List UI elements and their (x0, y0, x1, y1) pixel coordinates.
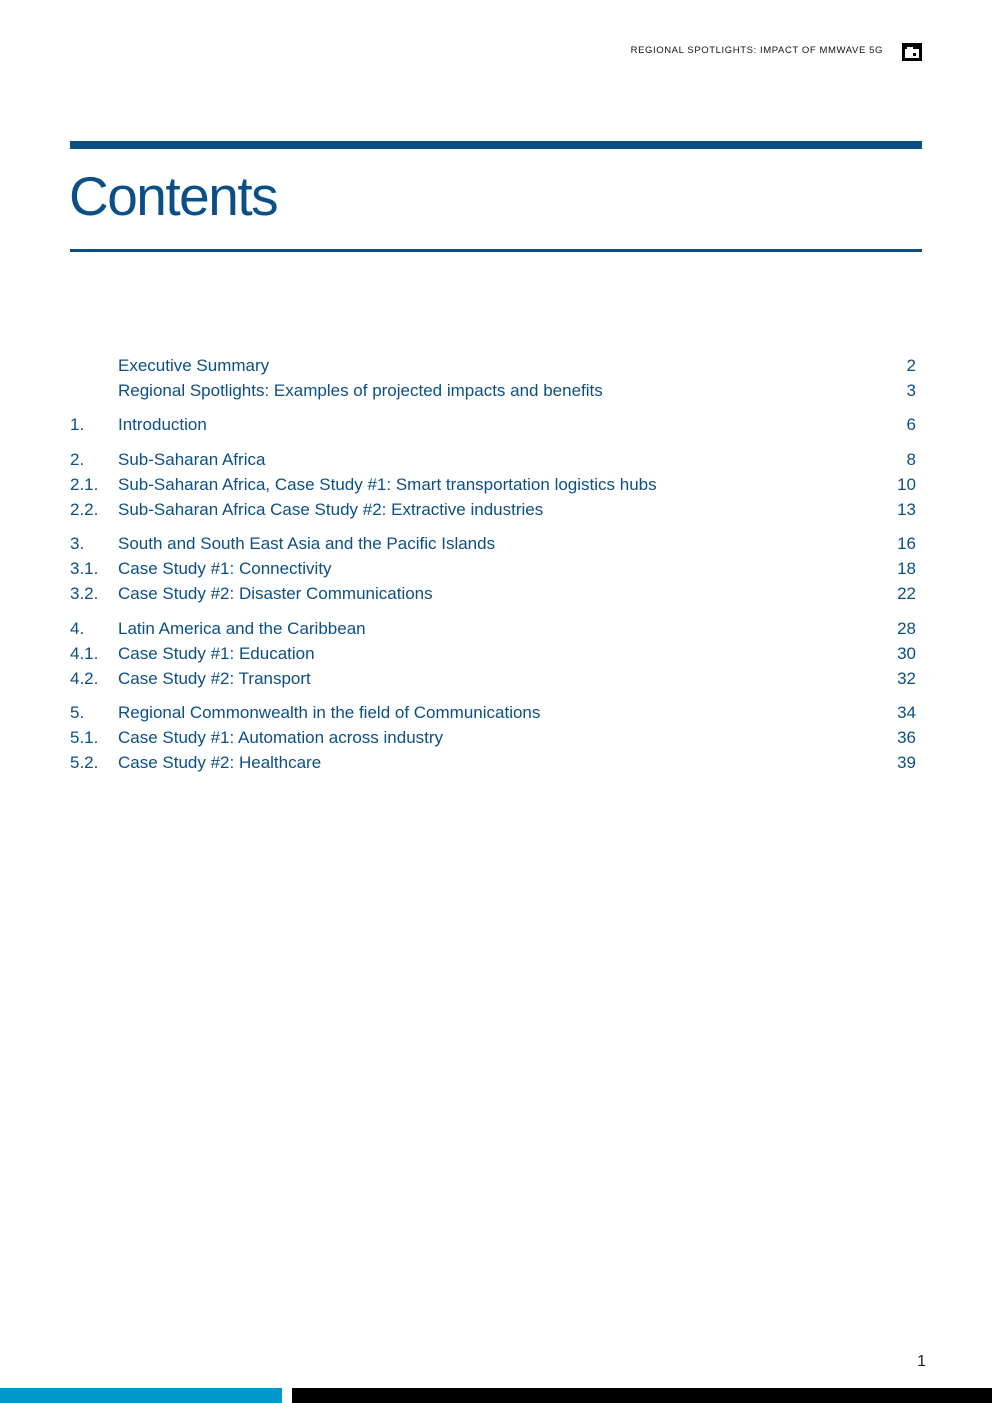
toc-entry-number: 5.2. (70, 753, 99, 772)
toc-entry-label: South and South East Asia and the Pacific Islands (118, 534, 496, 553)
toc-entry[interactable] (70, 449, 916, 471)
toc-entry-page: 3 (906, 381, 916, 400)
running-header: REGIONAL SPOTLIGHTS: IMPACT OF MMWAVE 5G (630, 45, 883, 56)
toc-entry-label: Sub-Saharan Africa, Case Study #1: Smart transportation logistics hubs (118, 475, 657, 494)
publisher-logo-icon (902, 43, 922, 61)
toc-entry-number: 3.2. (70, 584, 99, 603)
toc-entry-label: Executive Summary (118, 356, 270, 375)
toc-entry-page: 32 (897, 669, 916, 688)
toc-entry[interactable] (70, 752, 916, 774)
toc-entry-page: 39 (897, 753, 916, 772)
toc-entry-label: Regional Spotlights: Examples of projected impacts and benefits (118, 381, 603, 400)
toc-entry-number: 2.1. (70, 475, 99, 494)
toc-entry-number: 1. (70, 415, 85, 434)
toc-entry-page: 8 (906, 450, 916, 469)
page-title: Contents (69, 165, 278, 227)
title-top-rule (70, 141, 922, 149)
footer-dark-bar (292, 1388, 992, 1403)
toc-entry[interactable] (70, 380, 916, 402)
toc-entry[interactable] (70, 474, 916, 496)
toc-entry-number: 4.2. (70, 669, 99, 688)
toc-entry[interactable] (70, 643, 916, 665)
toc-entry-page: 28 (897, 619, 916, 638)
toc-entry-label: Introduction (118, 415, 207, 434)
toc-entry[interactable] (70, 533, 916, 555)
toc-entry-page: 36 (897, 728, 916, 747)
toc-entry[interactable] (70, 355, 916, 377)
toc-entry-page: 6 (906, 415, 916, 434)
toc-entry-page: 18 (897, 559, 916, 578)
toc-entry-page: 16 (897, 534, 916, 553)
toc-entry-page: 2 (906, 356, 916, 375)
toc-entry-number: 4. (70, 619, 85, 638)
toc-entry-number: 5. (70, 703, 85, 722)
toc-entry[interactable] (70, 727, 916, 749)
toc-entry-label: Case Study #1: Automation across industry (118, 728, 444, 747)
toc-entry-number: 2.2. (70, 500, 99, 519)
toc-entry-label: Case Study #2: Disaster Communications (118, 584, 433, 603)
toc-entry[interactable] (70, 499, 916, 521)
toc-entry-label: Case Study #1: Education (118, 644, 315, 663)
toc-entry-number: 4.1. (70, 644, 99, 663)
toc-entry[interactable] (70, 414, 916, 436)
toc-entry-page: 34 (897, 703, 916, 722)
toc-entry-label: Case Study #1: Connectivity (118, 559, 332, 578)
toc-entry-label: Regional Commonwealth in the field of Communications (118, 703, 541, 722)
toc-entry-number: 3. (70, 534, 85, 553)
toc-entry-label: Sub-Saharan Africa (118, 450, 266, 469)
toc-entry[interactable] (70, 668, 916, 690)
toc-entry-number: 2. (70, 450, 85, 469)
toc-entry[interactable] (70, 702, 916, 724)
toc-entry-page: 10 (897, 475, 916, 494)
toc-entry-page: 13 (897, 500, 916, 519)
toc-entry-page: 30 (897, 644, 916, 663)
toc-entry-page: 22 (897, 584, 916, 603)
toc-entry-label: Latin America and the Caribbean (118, 619, 366, 638)
toc-entry[interactable] (70, 558, 916, 580)
footer-accent-bar (0, 1388, 282, 1403)
toc-entry-number: 5.1. (70, 728, 99, 747)
toc-entry[interactable] (70, 583, 916, 605)
toc-entry-label: Case Study #2: Transport (118, 669, 311, 688)
page-number: 1 (917, 1353, 926, 1370)
toc-entry-label: Case Study #2: Healthcare (118, 753, 322, 772)
toc-entry[interactable] (70, 618, 916, 640)
toc-entry-label: Sub-Saharan Africa Case Study #2: Extractive industries (118, 500, 544, 519)
toc-entry-number: 3.1. (70, 559, 99, 578)
title-bottom-rule (70, 249, 922, 252)
